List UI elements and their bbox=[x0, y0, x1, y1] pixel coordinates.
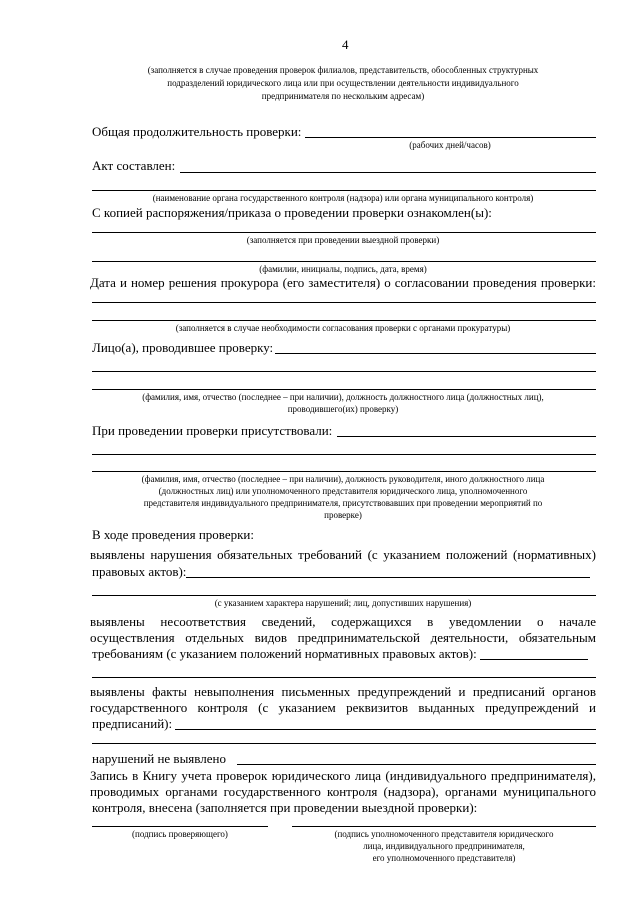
violations-line2: правовых актов): bbox=[92, 564, 187, 579]
violations-caption: (с указанием характера нарушений; лиц, допустивших нарушения) bbox=[214, 598, 472, 608]
order-copy-field-2[interactable] bbox=[92, 261, 596, 262]
violations-field-1[interactable] bbox=[186, 577, 590, 578]
representative-signature-caption1: (подпись уполномоченного представителя юридического bbox=[334, 829, 554, 839]
order-copy-field-1[interactable] bbox=[92, 232, 596, 233]
inspector-signature-field[interactable] bbox=[92, 826, 268, 827]
representative-signature-caption3: его уполномоченного представителя) bbox=[372, 853, 516, 863]
top-note-line3: предпринимателя по нескольким адресам) bbox=[261, 91, 425, 101]
present-caption4: проверке) bbox=[324, 510, 362, 520]
no-violations-field[interactable] bbox=[237, 764, 596, 765]
order-copy-label: С копией распоряжения/приказа о проведении проверки ознакомлен(ы): bbox=[92, 205, 492, 220]
no-violations-label: нарушений не выявлено bbox=[92, 751, 226, 766]
mismatch-line2: осуществления отдельных видов предпринимательской деятельности, обязательным bbox=[90, 630, 596, 645]
mismatch-field-1[interactable] bbox=[480, 659, 588, 660]
inspector-field-2[interactable] bbox=[92, 371, 596, 372]
inspector-caption2: проводившего(их) проверку) bbox=[287, 404, 399, 414]
prosecutor-field-2[interactable] bbox=[92, 320, 596, 321]
inspector-label: Лицо(а), проводившее проверку: bbox=[92, 340, 274, 355]
present-field-1[interactable] bbox=[337, 436, 596, 437]
book-record-line3: контроля, внесена (заполняется при проведении выездной проверки): bbox=[92, 800, 478, 815]
nonfulfillment-field-1[interactable] bbox=[175, 729, 596, 730]
representative-signature-caption2: лица, индивидуального предпринимателя, bbox=[363, 841, 525, 851]
nonfulfillment-line2: государственного контроля (с указанием реквизитов выданных предупреждений и bbox=[90, 700, 596, 715]
mismatch-line1: выявлены несоответствия сведений, содержащихся в уведомлении о начале bbox=[90, 614, 596, 629]
representative-signature-field[interactable] bbox=[292, 826, 596, 827]
inspector-caption1: (фамилия, имя, отчество (последнее – при наличии), должность должностного лица (должностных лиц), bbox=[142, 392, 544, 402]
present-field-3[interactable] bbox=[92, 471, 596, 472]
present-label: При проведении проверки присутствовали: bbox=[92, 423, 333, 438]
nonfulfillment-line3: предписаний): bbox=[92, 716, 173, 731]
inspector-signature-caption: (подпись проверяющего) bbox=[132, 829, 228, 839]
act-field-1[interactable] bbox=[180, 172, 596, 173]
violations-field-2[interactable] bbox=[92, 595, 596, 596]
book-record-line1: Запись в Книгу учета проверок юридического лица (индивидуального предпринимателя), bbox=[90, 768, 596, 783]
inspector-field-3[interactable] bbox=[92, 389, 596, 390]
prosecutor-caption: (заполняется в случае необходимости согласования проверки с органами прокуратуры) bbox=[175, 323, 511, 333]
duration-field[interactable] bbox=[305, 137, 596, 138]
act-caption: (наименование органа государственного контроля (надзора) или органа муниципального контроля) bbox=[152, 193, 534, 203]
nonfulfillment-line1: выявлены факты невыполнения письменных предупреждений и предписаний органов bbox=[90, 684, 596, 699]
order-copy-caption1: (заполняется при проведении выездной проверки) bbox=[246, 235, 440, 245]
page-number: 4 bbox=[342, 37, 349, 52]
violations-line1: выявлены нарушения обязательных требований (с указанием положений (нормативных) bbox=[90, 547, 596, 562]
act-label: Акт составлен: bbox=[92, 158, 176, 173]
duration-caption: (рабочих дней/часов) bbox=[409, 140, 491, 150]
act-field-2[interactable] bbox=[92, 190, 596, 191]
nonfulfillment-field-2[interactable] bbox=[92, 743, 596, 744]
mismatch-field-2[interactable] bbox=[92, 677, 596, 678]
mismatch-line3: требованиям (с указанием положений нормативных правовых актов): bbox=[92, 646, 477, 661]
present-caption3: представителя индивидуального предпринимателя, присутствовавших при проведении мероприятий по bbox=[143, 498, 543, 508]
top-note-line2: подразделений юридического лица или при осуществлении деятельности индивидуального bbox=[167, 78, 519, 88]
book-record-line2: проводимых органами государственного контроля (надзора), органами муниципального bbox=[90, 784, 596, 799]
during-label: В ходе проведения проверки: bbox=[92, 527, 255, 542]
top-note-line1: (заполняется в случае проведения проверок филиалов, представительств, обособленных структурных bbox=[147, 65, 539, 75]
order-copy-caption2: (фамилии, инициалы, подпись, дата, время) bbox=[259, 264, 427, 274]
present-caption1: (фамилия, имя, отчество (последнее – при наличии), должность руководителя, иного должностного лица bbox=[141, 474, 545, 484]
prosecutor-field-1[interactable] bbox=[92, 302, 596, 303]
duration-label: Общая продолжительность проверки: bbox=[92, 124, 302, 139]
present-caption2: (должностных лиц) или уполномоченного представителя юридического лица, уполномоченного bbox=[158, 486, 528, 496]
inspector-field-1[interactable] bbox=[275, 353, 596, 354]
prosecutor-label: Дата и номер решения прокурора (его заместителя) о согласовании проведения проверки: bbox=[90, 275, 596, 290]
present-field-2[interactable] bbox=[92, 454, 596, 455]
